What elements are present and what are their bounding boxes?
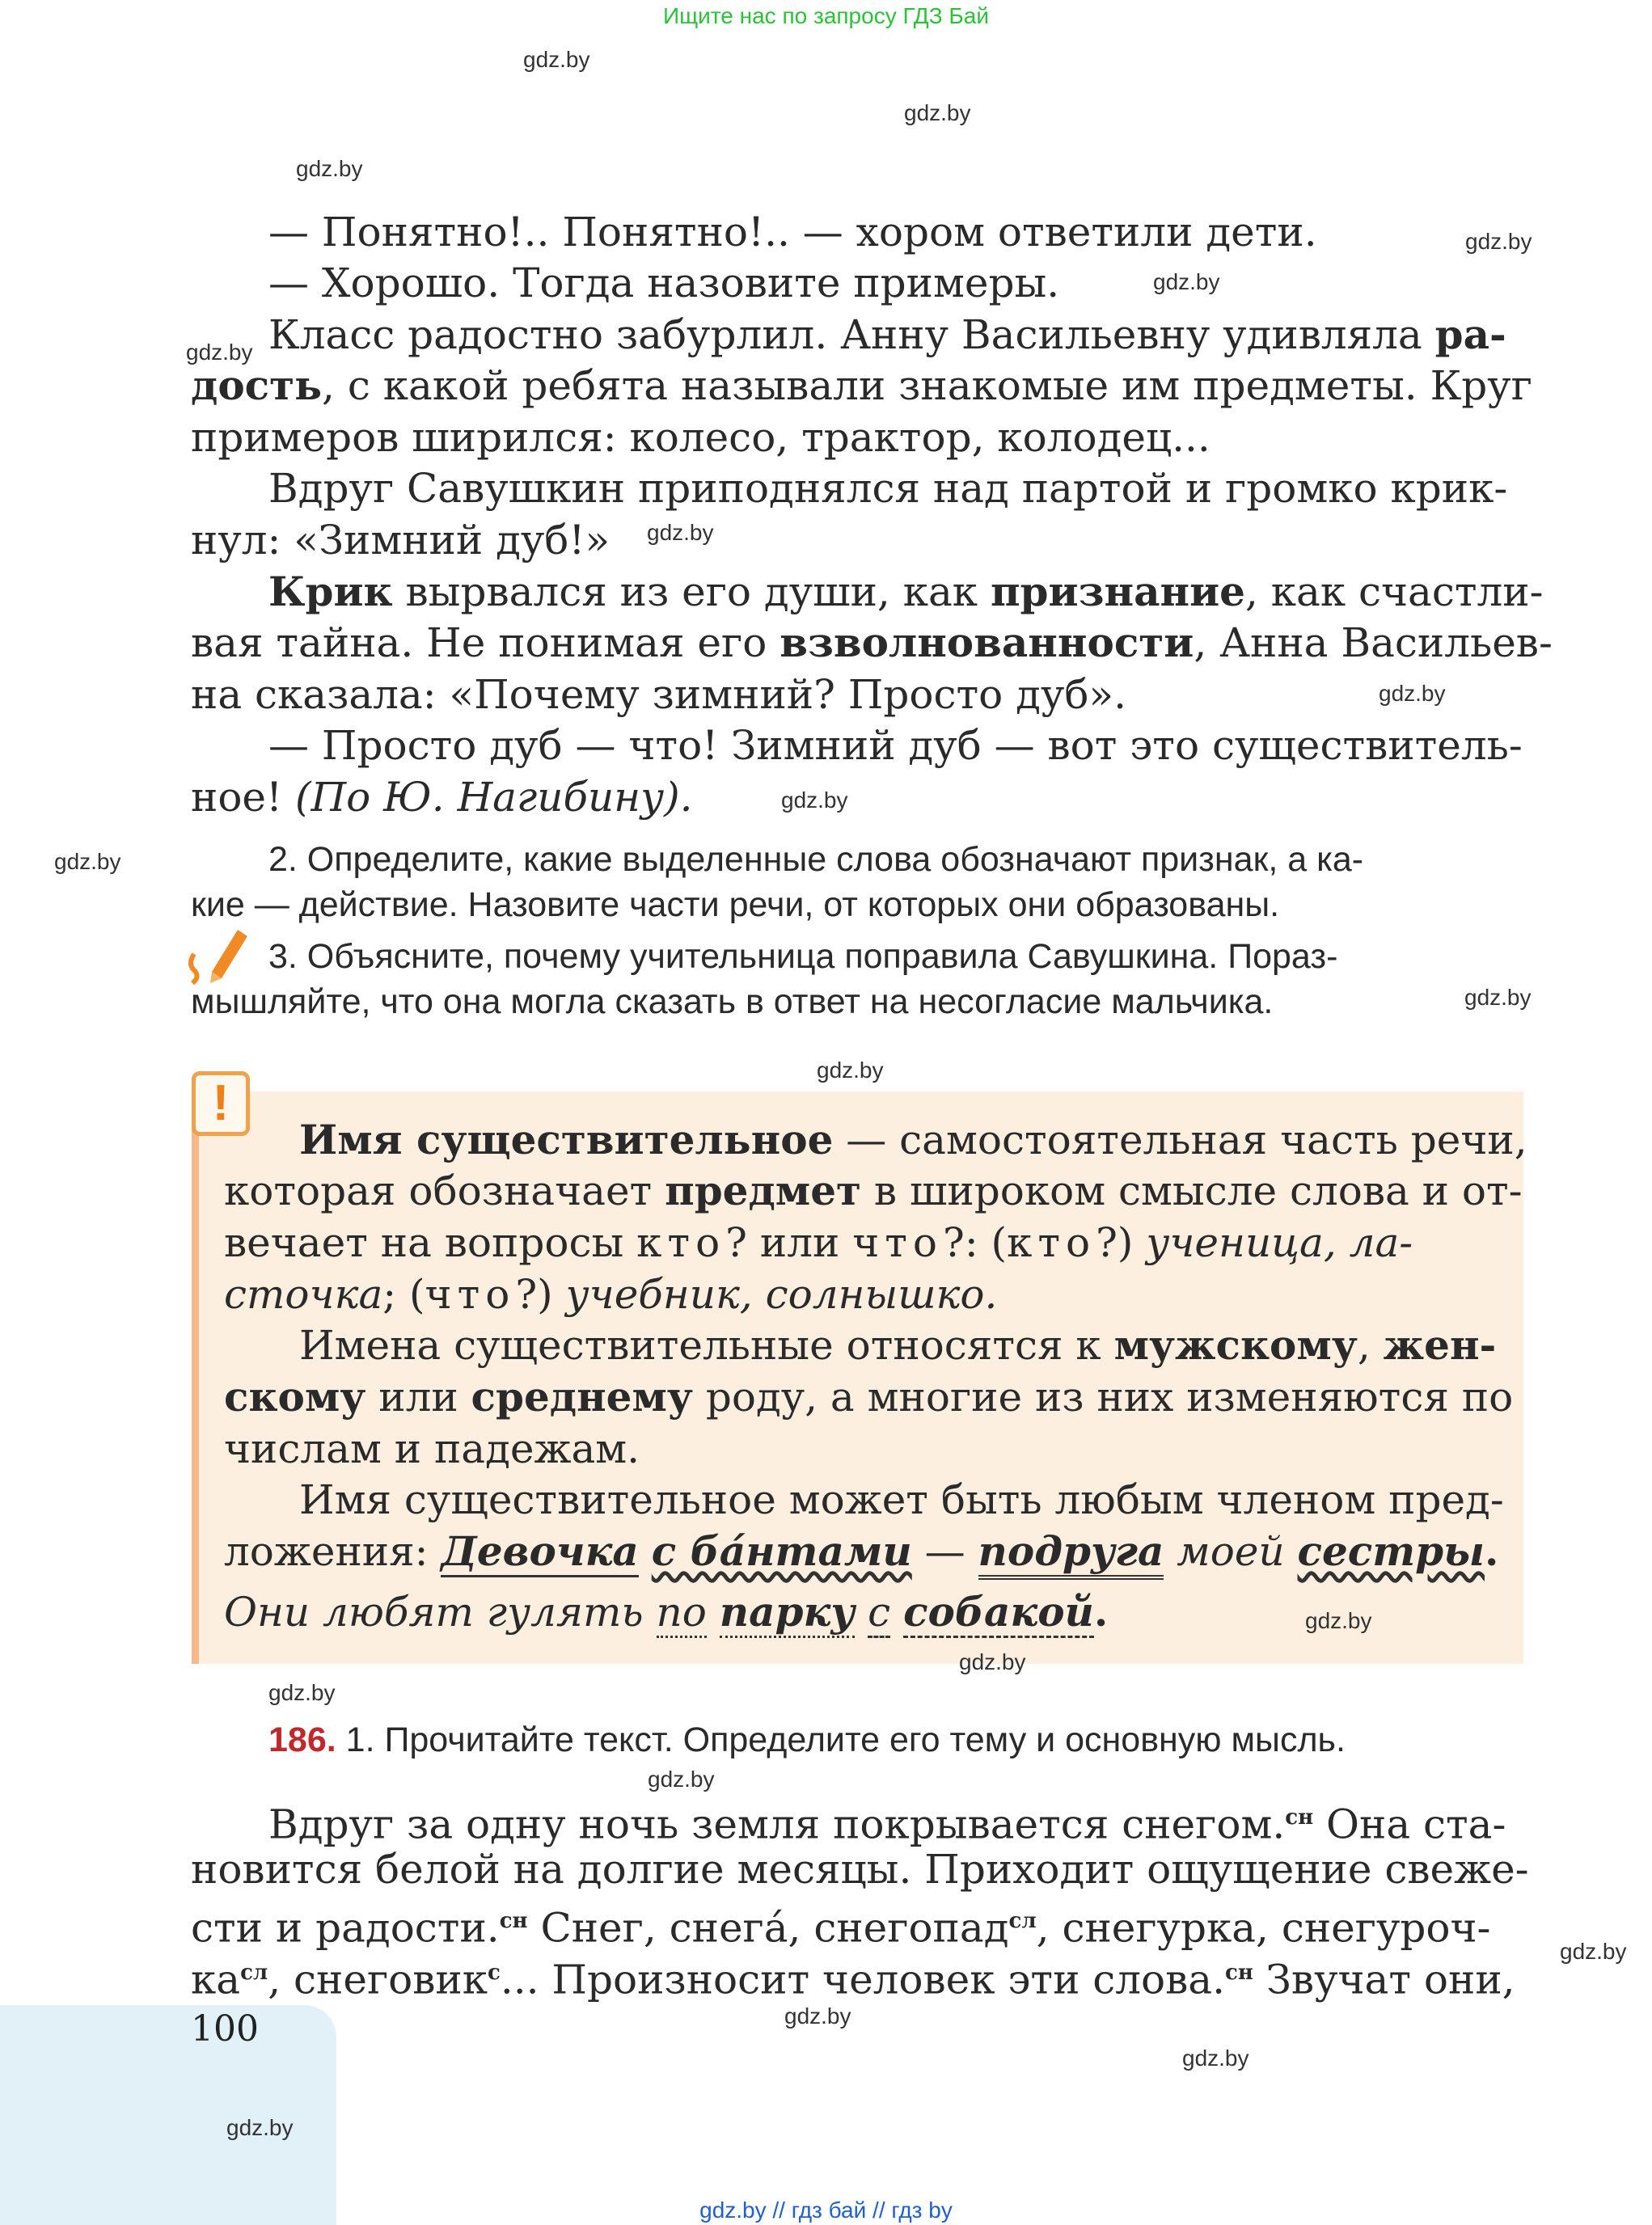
watermark: gdz.by (904, 100, 971, 125)
word-mark: сл (240, 1961, 268, 1985)
example-word: ученица, ла- (1146, 1219, 1413, 1266)
bold-word: Крик (268, 568, 393, 615)
question-word: кто (636, 1219, 726, 1266)
sentence-mark: сн (1225, 1961, 1253, 1985)
text-span: ; ( (382, 1271, 425, 1318)
attribute-word: сестры (1297, 1527, 1485, 1575)
task-text: 1. Прочитайте текст. Определите его тему и основную мысль. (345, 1720, 1346, 1759)
watermark: gdz.by (186, 340, 253, 365)
example-word: сточка (224, 1271, 383, 1318)
watermark: gdz.by (268, 1680, 336, 1705)
text-span: ? или (725, 1219, 853, 1266)
text-span: , (1357, 1322, 1384, 1369)
text-span: — (911, 1528, 978, 1575)
text-span: Звучат они, (1253, 1956, 1515, 2003)
text-span: ?) (515, 1271, 566, 1318)
predicate-word: подруга (978, 1527, 1164, 1580)
task-2: кие — действие. Назовите части речи, от которых они образованы. (191, 885, 1280, 924)
text-span: которая обозначает (224, 1167, 665, 1214)
task-3: мышляйте, что она могла сказать в ответ на несогласие мальчика. (191, 982, 1274, 1021)
bold-term: мужскому (1113, 1321, 1358, 1369)
rule-line (224, 1269, 997, 1320)
sentence-mark: сн (499, 1909, 528, 1933)
rule-line (224, 1217, 1413, 1269)
text-span: ка (191, 1956, 241, 2003)
sentence-mark: сн (1285, 1805, 1314, 1830)
object-word: с (868, 1589, 890, 1638)
text-span: Вдруг за одну ночь земля покрывается снегом. (268, 1801, 1286, 1848)
exercise-186-task (268, 1717, 1346, 1763)
text-span: , Анна Васильев- (1194, 619, 1553, 666)
text-span: ?: ( (943, 1219, 1008, 1266)
question-word: кто (1007, 1219, 1096, 1266)
bottom-banner[interactable]: gdz.by // гдз бай // гдз by (699, 2198, 953, 2223)
rule-line (224, 1165, 1523, 1217)
subject-word: Девочка (441, 1527, 638, 1577)
watermark: gdz.by (1464, 985, 1532, 1010)
attribute-word: с ба́нтами (651, 1527, 912, 1575)
text-line (268, 309, 1506, 361)
bold-word: ра- (1434, 310, 1506, 358)
text-line: на сказала: «Почему зимний? Просто дуб». (191, 671, 1126, 718)
rule-line (299, 1319, 1496, 1371)
pencil-icon (188, 922, 252, 986)
source-attribution: (По Ю. Нагибину). (295, 774, 693, 821)
watermark: gdz.by (1305, 1608, 1372, 1633)
text-span: вечает на вопросы (224, 1219, 637, 1266)
text-line: нул: «Зимний дуб!» (191, 517, 611, 564)
watermark: gdz.by (648, 1767, 715, 1792)
watermark: gdz.by (1560, 1939, 1627, 1964)
bold-term: среднему (471, 1373, 693, 1421)
watermark: gdz.by (817, 1058, 884, 1083)
exclamation-icon: ! (192, 1071, 250, 1136)
text-span: Она ста- (1313, 1801, 1506, 1848)
bold-term: жен- (1383, 1321, 1497, 1369)
text-span: вая тайна. Не понимая его (191, 619, 780, 666)
text-span: , снегурка, снегуроч- (1036, 1904, 1491, 1952)
text-line (191, 1895, 1490, 1954)
text-span: или (365, 1374, 471, 1421)
rule-box-bar (192, 1091, 199, 1664)
text-span: . (1093, 1588, 1109, 1636)
text-line (191, 360, 1532, 412)
text-line: — Просто дуб — что! Зимний дуб — вот это существитель- (268, 722, 1523, 769)
dialogue-line: — Хорошо. Тогда назовите примеры. (268, 260, 1060, 306)
watermark: gdz.by (523, 47, 590, 72)
word-mark: сл (1008, 1909, 1037, 1933)
exercise-number: 186. (268, 1720, 336, 1759)
top-banner: Ищите нас по запросу ГДЗ Бай (662, 3, 990, 28)
task-2: 2. Определите, какие выделенные слова обозначают признак, а ка- (268, 840, 1364, 879)
bold-word: дость (191, 361, 323, 409)
bold-term: скому (224, 1373, 366, 1421)
text-line (191, 1947, 1515, 2006)
text-line (268, 1792, 1506, 1851)
text-line: Вдруг Савушкин приподнялся над партой и громко крик- (268, 465, 1508, 512)
example-word: моей (1164, 1528, 1298, 1575)
watermark: gdz.by (226, 2115, 294, 2140)
text-line (191, 771, 693, 823)
watermark: gdz.by (296, 156, 363, 181)
text-span: ... Произносит человек эти слова. (500, 1956, 1226, 2003)
task-3: 3. Объясните, почему учительница поправила Савушкина. Пораз- (268, 937, 1338, 976)
bold-word: признание (990, 568, 1245, 615)
text-span: роду, а многие из них изменяются по (692, 1374, 1514, 1421)
dialogue-line: — Понятно!.. Понятно!.. — хором ответили дети. (268, 209, 1317, 255)
rule-line: числам и падежам. (224, 1425, 640, 1472)
text-span: Имена существительные относятся к (299, 1322, 1114, 1369)
text-span: ложения: (224, 1528, 442, 1575)
rule-line: Имя существительное может быть любым членом пред- (299, 1476, 1504, 1523)
text-span: . (1484, 1527, 1499, 1575)
rule-line (224, 1371, 1513, 1423)
example-word: учебник, солнышко. (565, 1271, 998, 1318)
text-line (268, 566, 1544, 618)
text-span: вырвался из его души, как (392, 568, 991, 615)
text-line: примеров ширился: колесо, трактор, колодец... (191, 414, 1210, 461)
watermark: gdz.by (959, 1649, 1026, 1674)
text-span: , с какой ребята называли знакомые им предметы. Круг (322, 362, 1532, 409)
text-span: — самостоятельная часть речи, (833, 1117, 1527, 1163)
text-span: Класс радостно забурлил. Анну Васильевну удивляла (268, 311, 1435, 358)
bold-term: Имя существительное (299, 1116, 834, 1163)
question-word: что (852, 1219, 944, 1266)
page-number: 100 (191, 2008, 259, 2050)
rule-line (299, 1114, 1527, 1166)
watermark: gdz.by (1153, 269, 1220, 294)
text-line: новится белой на долгие месяцы. Приходит ощущение свеже- (191, 1846, 1529, 1893)
text-span: , снеговик (268, 1956, 488, 2003)
adverbial-word: парку (720, 1588, 855, 1638)
bold-term: предмет (665, 1167, 862, 1214)
text-span: , как счастли- (1244, 568, 1544, 615)
text-span: ?) (1096, 1219, 1147, 1266)
watermark: gdz.by (54, 849, 121, 874)
watermark: gdz.by (784, 2003, 851, 2029)
example-word: Они любят гулять (224, 1589, 657, 1636)
text-span: сти и радости. (191, 1904, 500, 1952)
watermark: gdz.by (1182, 2046, 1249, 2071)
bold-word: взволнованности (780, 619, 1194, 666)
text-span: ное! (191, 774, 296, 821)
object-word: собакой (903, 1588, 1094, 1638)
watermark: gdz.by (1379, 681, 1446, 706)
word-mark: с (487, 1961, 501, 1985)
watermark: gdz.by (1465, 229, 1532, 254)
adverbial-word: по (657, 1589, 707, 1638)
text-span: Снег, снега́, снегопад (527, 1904, 1009, 1952)
rule-line (224, 1526, 1498, 1577)
text-span: в широком смысле слова и от- (861, 1167, 1523, 1214)
text-line (191, 617, 1553, 669)
question-word: что (425, 1271, 516, 1318)
rule-line (224, 1586, 1108, 1638)
watermark: gdz.by (647, 520, 714, 545)
watermark: gdz.by (781, 787, 848, 813)
